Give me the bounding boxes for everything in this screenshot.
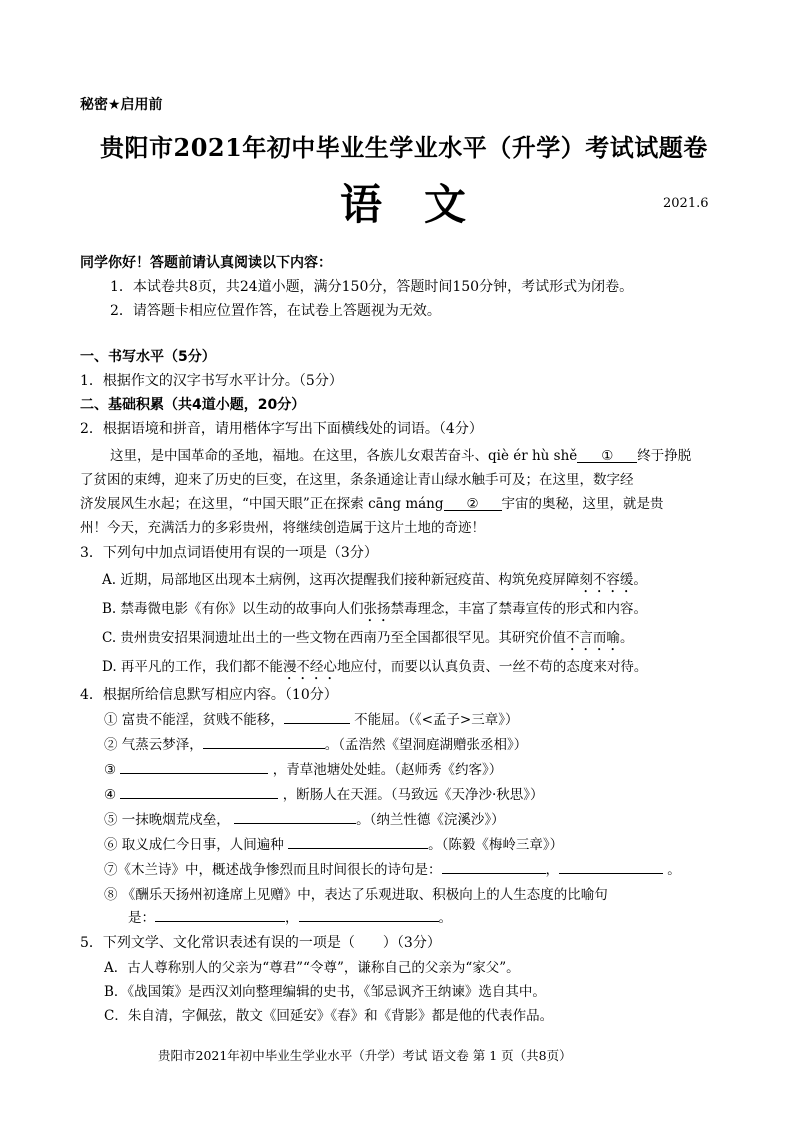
notice-heading: 同学你好！答题前请认真阅读以下内容： [80, 255, 332, 271]
subject-title: 语 文 [340, 180, 467, 229]
secret-label: 秘密★启用前 [80, 97, 163, 113]
question-4-item-6: ⑥ 取义成仁今日事，人间遍种 。（陈毅《梅岭三章》） [104, 833, 563, 853]
question-4-item-2: ② 气蒸云梦泽， 。（孟浩然《望洞庭湖赠张丞相》） [104, 733, 527, 753]
answer-blank[interactable] [284, 709, 350, 724]
answer-blank[interactable] [155, 907, 285, 922]
question-2-passage-line: 这里，是中国革命的圣地，福地。在这里，各族儿女艰苦奋斗、qiè ér hù shě ① 终于挣脱 [110, 448, 692, 464]
question-3-option-a: A. 近期，局部地区出现本土病例，这再次提醒我们接种新冠疫苗、构筑免疫屏障刻不容缓。 [102, 572, 647, 588]
question-4-stem: 4．根据所给信息默写相应内容。（10分） [80, 687, 338, 703]
question-2-passage-line: 了贫困的束缚，迎来了历史的巨变，在这里，条条通途让青山绿水触手可及；在这里，数字经 [80, 472, 634, 488]
question-2-stem: 2．根据语境和拼音，请用楷体字写出下面横线处的词语。（4分） [80, 421, 483, 437]
answer-blank[interactable] [120, 784, 278, 799]
question-4-item-8: ⑧ 《酬乐天扬州初逢席上见赠》中，表达了乐观进取、积极向上的人生态度的比喻句 [104, 887, 608, 903]
answer-blank[interactable] [559, 859, 663, 874]
question-3-option-b: B. 禁毒微电影《有你》以生动的故事向人们张扬禁毒理念，丰富了禁毒宣传的形式和内容。 [102, 601, 648, 617]
question-4-item-1: ① 富贵不能淫，贫贱不能移， 不能屈。（《<孟子>三章》） [104, 708, 518, 728]
question-5-option-c: C．朱自清，字佩弦，散文《回延安》《春》和《背影》都是他的代表作品。 [104, 1008, 554, 1024]
question-5-option-b: B．《战国策》是西汉刘向整理编辑的史书，《邹忌讽齐王纳谏》选自其中。 [104, 984, 546, 1000]
question-3-option-c: C. 贵州贵安招果洞遗址出土的一些文物在西南乃至全国都很罕见。其研究价值不言而喻。 [102, 630, 634, 646]
section-2-title: 二、基础积累（共4道小题，20分） [80, 397, 306, 413]
question-2-passage-line: 济发展风生水起；在这里，“中国天眼”正在探索 cāng máng ② 宇宙的奥秘，这里，就是贵 [80, 496, 664, 512]
question-3-option-d: D. 再平凡的工作，我们都不能漫不经心地应付，而要以认真负责、一丝不苟的态度来对待。 [102, 659, 648, 675]
question-4-item-8-answer: 是： ， 。 [128, 906, 452, 926]
answer-blank[interactable] [120, 759, 268, 774]
notice-item-2: 2．请答题卡相应位置作答，在试卷上答题视为无效。 [110, 303, 441, 319]
answer-blank-2[interactable]: ② [444, 496, 502, 511]
question-4-item-3: ③ ，青草池塘处处蛙。（赵师秀《约客》） [104, 758, 502, 778]
question-5-stem: 5．下列文学、文化常识表述有误的一项是（ ）（3分） [80, 935, 441, 951]
page-footer: 贵阳市2021年初中毕业生学业水平（升学）考试 语文卷 第 1 页（共8页） [158, 1048, 572, 1063]
answer-blank-1[interactable]: ① [577, 448, 637, 463]
question-1: 1．根据作文的汉字书写水平计分。（5分） [80, 373, 343, 389]
section-1-title: 一、书写水平（5分） [80, 349, 216, 365]
answer-blank[interactable] [203, 734, 325, 749]
exam-title: 贵阳市2021年初中毕业生学业水平（升学）考试试题卷 [100, 133, 708, 162]
answer-blank[interactable] [288, 834, 428, 849]
exam-date: 2021.6 [663, 196, 709, 211]
question-4-item-7: ⑦《木兰诗》中，概述战争惨烈而且时间很长的诗句是： ， 。 [104, 858, 681, 878]
question-4-item-4: ④ ，断肠人在天涯。（马致远《天净沙·秋思》） [104, 783, 544, 803]
answer-blank[interactable] [442, 859, 546, 874]
answer-blank[interactable] [299, 907, 439, 922]
question-2-passage-line: 州！今天，充满活力的多彩贵州，将继续创造属于这片土地的奇迹！ [80, 520, 485, 536]
question-5-option-a: A．古人尊称别人的父亲为“尊君”“令尊”，谦称自己的父亲为“家父”。 [104, 960, 520, 976]
question-4-item-5: ⑤ 一抹晚烟荒戍垒， 。（纳兰性德《浣溪沙》） [104, 808, 505, 828]
answer-blank[interactable] [234, 809, 356, 824]
notice-item-1: 1．本试卷共8页，共24道小题，满分150分，答题时间150分钟，考试形式为闭卷。 [110, 279, 634, 295]
question-3-stem: 3．下列句中加点词语使用有误的一项是（3分） [80, 545, 378, 561]
